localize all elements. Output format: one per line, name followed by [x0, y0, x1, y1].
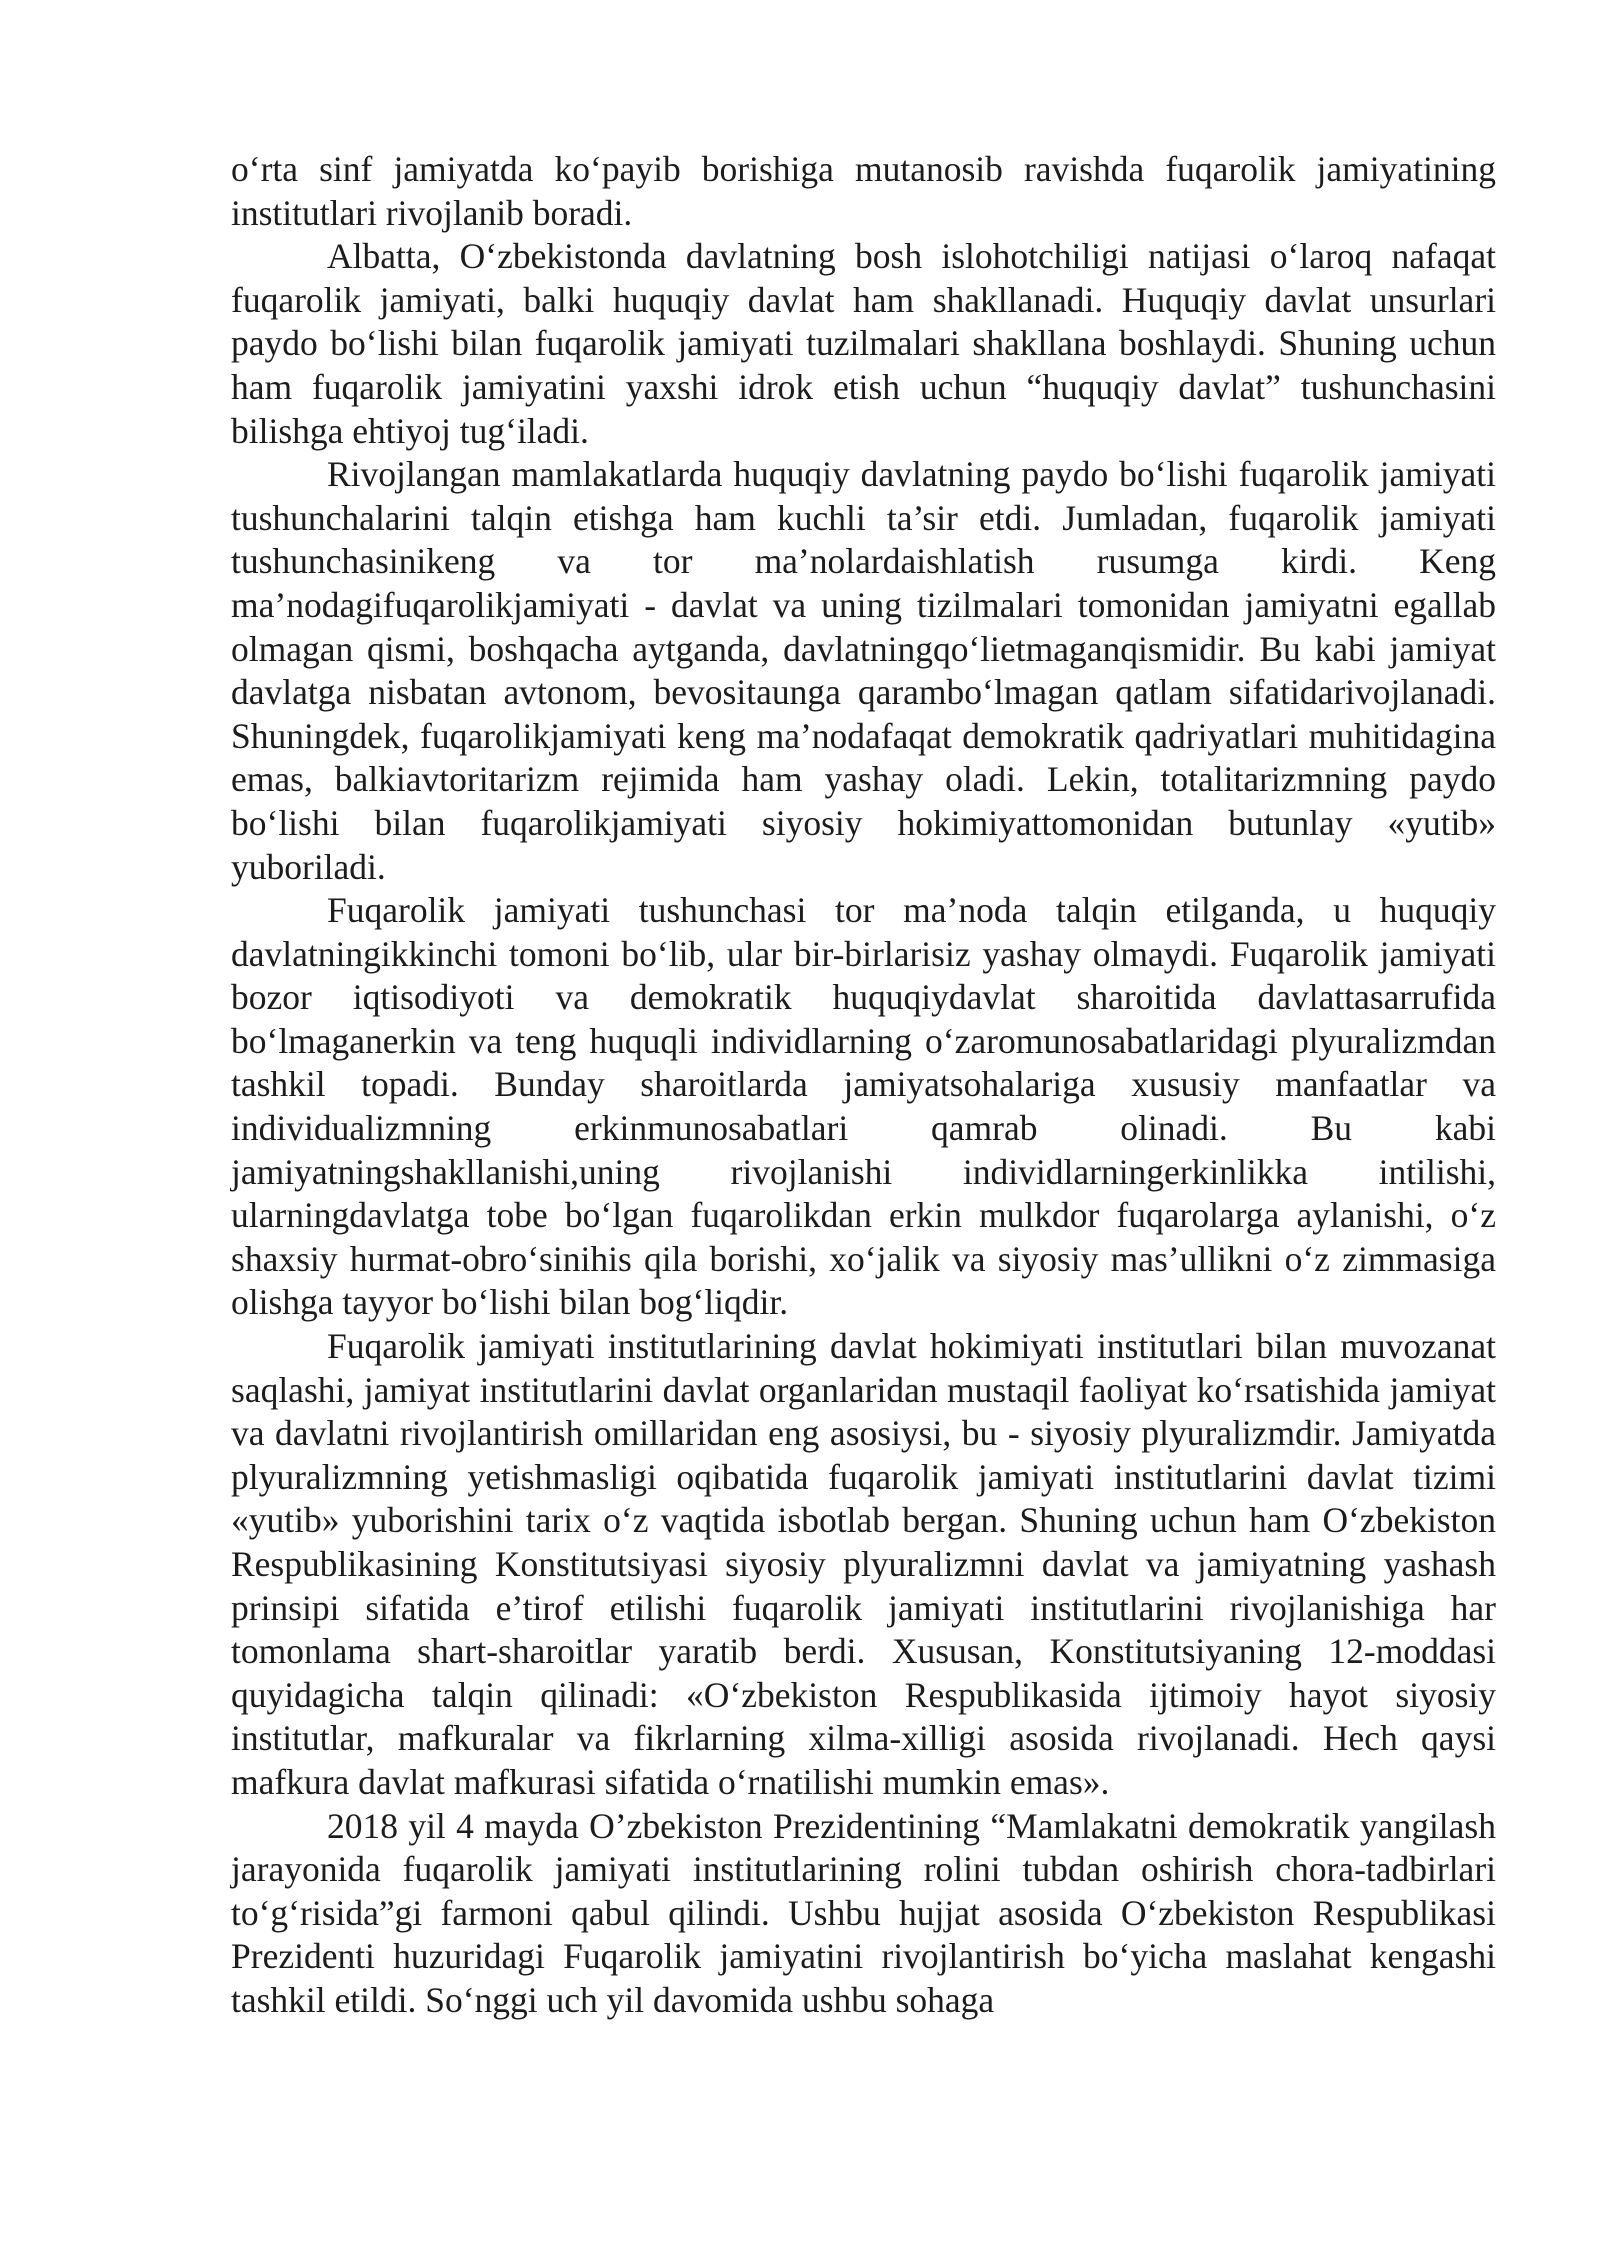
- paragraph-broad-meaning: Rivojlangan mamlakatlarda huquqiy davlatning paydo bo‘lishi fuqarolik jamiyati tushunchalarini talqin etishga ham kuchli ta’sir etdi. Jumladan, fuqarolik jamiyati tushunchasinikeng va tor ma’nolardaishlatish rusumga kirdi. Keng ma’nodagifuqarolikjamiyati - davlat va uning tizilmalari tomonidan jamiyatni egallab olmagan qismi, boshqacha aytganda, davlatningqo‘lietmaganqismidir. Bu kabi jamiyat davlatga nisbatan avtonom, bevositaunga qarambo‘lmagan qatlam sifatidarivojlanadi. Shuningdek, fuqarolikjamiyati keng ma’nodafaqat demokratik qadriyatlari muhitidagina emas, balkiavtoritarizm rejimida ham yashay oladi. Lekin, totalitarizmning paydo bo‘lishi bilan fuqarolikjamiyati siyosiy hokimiyattomonidan butunlay «yutib» yuboriladi.: [231, 454, 1496, 887]
- paragraph-narrow-meaning: Fuqarolik jamiyati tushunchasi tor ma’noda talqin etilganda, u huquqiy davlatningikkinchi tomoni bo‘lib, ular bir-birlarisiz yashay olmaydi. Fuqarolik jamiyati bozor iqtisodiyoti va demokratik huquqiydavlat sharoitida davlattasarrufida bo‘lmaganerkin va teng huquqli individlarning o‘zaromunosabatlaridagi plyuralizmdan tashkil topadi. Bunday sharoitlarda jamiyatsohalariga xususiy manfaatlar va individualizmning erkinmunosabatlari qamrab olinadi. Bu kabi jamiyatningshakllanishi,uning rivojlanishi individlarningerkinlikka intilishi, ularningdavlatga tobe bo‘lgan fuqarolikdan erkin mulkdor fuqarolarga aylanishi, o‘z shaxsiy hurmat-obro‘sinihis qila borishi, xo‘jalik va siyosiy mas’ullikni o‘z zimmasiga olishga tayyor bo‘lishi bilan bog‘liqdir.: [231, 890, 1496, 1323]
- paragraph-rule-of-law: Albatta, O‘zbekistonda davlatning bosh islohotchiligi natijasi o‘laroq nafaqat fuqarolik jamiyati, balki huquqiy davlat ham shakllanadi. Huquqiy davlat unsurlari paydo bo‘lishi bilan fuqarolik jamiyati tuzilmalari shakllana boshlaydi. Shuning uchun ham fuqarolik jamiyatini yaxshi idrok etish uchun “huquqiy davlat” tushunchasini bilishga ehtiyoj tug‘iladi.: [231, 236, 1496, 451]
- paragraph-political-pluralism: Fuqarolik jamiyati institutlarining davlat hokimiyati institutlari bilan muvozanat saqlashi, jamiyat institutlarini davlat organlaridan mustaqil faoliyat ko‘rsatishida jamiyat va davlatni rivojlantirish omillaridan eng asosiysi, bu - siyosiy plyuralizmdir. Jamiyatda plyuralizmning yetishmasligi oqibatida fuqarolik jamiyati institutlarini davlat tizimi «yutib» yuborishini tarix o‘z vaqtida isbotlab bergan. Shuning uchun ham O‘zbekiston Respublikasining Konstitutsiyasi siyosiy plyuralizmni davlat va jamiyatning yashash prinsipi sifatida e’tirof etilishi fuqarolik jamiyati institutlarini rivojlanishiga har tomonlama shart-sharoitlar yaratib berdi. Xususan, Konstitutsiyaning 12-moddasi quyidagicha talqin qilinadi: «O‘zbekiston Respublikasida ijtimoiy hayot siyosiy institutlar, mafkuralar va fikrlarning xilma-xilligi asosida rivojlanadi. Hech qaysi mafkura davlat mafkurasi sifatida o‘rnatilishi mumkin emas».: [231, 1326, 1496, 1802]
- paragraph-continuation: o‘rta sinf jamiyatda ko‘payib borishiga mutanosib ravishda fuqarolik jamiyatining institutlari rivojlanib boradi.: [231, 149, 1496, 233]
- paragraph-decree-2018: 2018 yil 4 mayda O’zbekiston Prezidentining “Mamlakatni demokratik yangilash jarayonida fuqarolik jamiyati institutlarining rolini tubdan oshirish chora-tadbirlari to‘g‘risida”gi farmoni qabul qilindi. Ushbu hujjat asosida O‘zbekiston Respublikasi Prezidenti huzuridagi Fuqarolik jamiyatini rivojlantirish bo‘yicha maslahat kengashi tashkil etildi. So‘nggi uch yil davomida ushbu sohaga: [231, 1805, 1496, 2020]
- document-page: [231, 148, 1496, 2023]
